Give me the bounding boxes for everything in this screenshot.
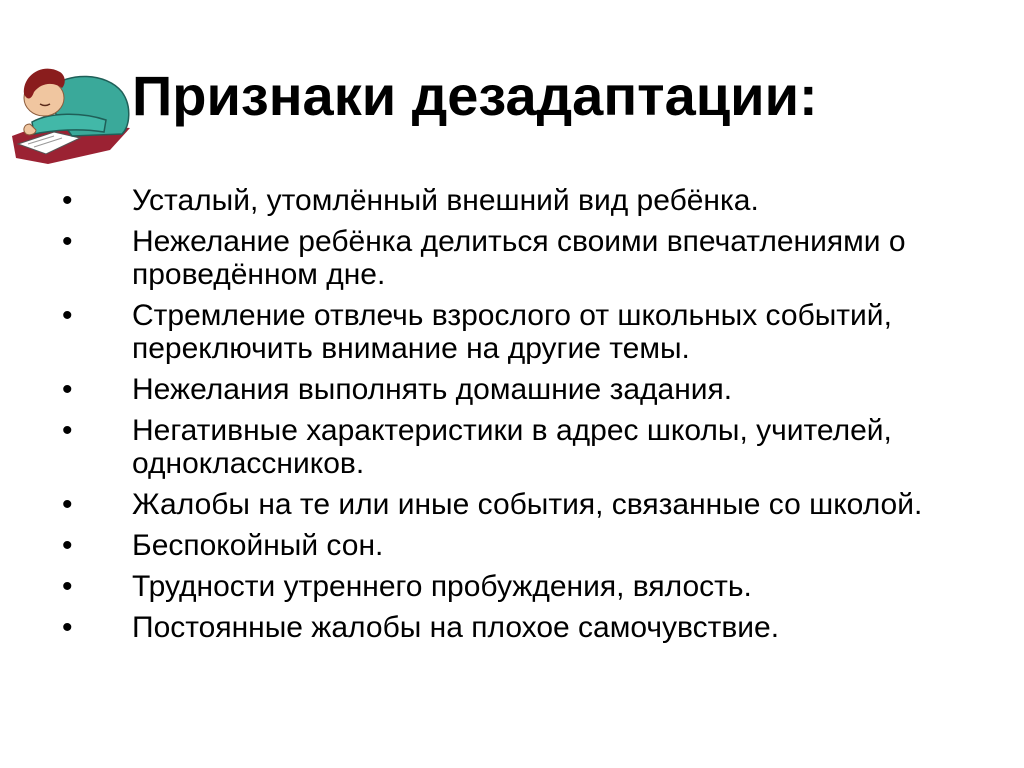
tired-child-at-desk-icon bbox=[10, 58, 140, 168]
list-item-text: Нежелания выполнять домашние задания. bbox=[132, 373, 733, 406]
list-item bbox=[0, 299, 1000, 365]
list-item-text: Жалобы на те или иные события, связанные со школой. bbox=[132, 488, 923, 521]
list-item bbox=[0, 225, 1000, 291]
list-item-text: Постоянные жалобы на плохое самочувствие. bbox=[132, 611, 780, 644]
bullet-mark: • bbox=[62, 225, 73, 258]
list-item bbox=[0, 414, 1000, 480]
bullet-mark: • bbox=[62, 184, 73, 217]
list-item bbox=[0, 529, 1000, 562]
bullet-mark: • bbox=[62, 570, 73, 603]
bullet-list bbox=[0, 184, 1000, 652]
bullet-mark: • bbox=[62, 529, 73, 562]
list-item-text: Стремление отвлечь взрослого от школьных событий, переключить внимание на другие темы. bbox=[132, 299, 892, 365]
bullet-mark: • bbox=[62, 488, 73, 521]
bullet-mark: • bbox=[62, 611, 73, 644]
list-item bbox=[0, 570, 1000, 603]
list-item-text: Нежелание ребёнка делиться своими впечатлениями о проведённом дне. bbox=[132, 225, 906, 291]
list-item bbox=[0, 184, 1000, 217]
slide-title: Признаки дезадаптации: bbox=[132, 64, 818, 127]
list-item-text: Трудности утреннего пробуждения, вялость. bbox=[132, 570, 752, 603]
bullet-mark: • bbox=[62, 299, 73, 332]
list-item bbox=[0, 373, 1000, 406]
bullet-mark: • bbox=[62, 414, 73, 447]
list-item bbox=[0, 488, 1000, 521]
list-item-text: Беспокойный сон. bbox=[132, 529, 384, 562]
list-item bbox=[0, 611, 1000, 644]
bullet-mark: • bbox=[62, 373, 73, 406]
list-item-text: Негативные характеристики в адрес школы, учителей, одноклассников. bbox=[132, 414, 892, 480]
list-item-text: Усталый, утомлённый внешний вид ребёнка. bbox=[132, 184, 759, 217]
